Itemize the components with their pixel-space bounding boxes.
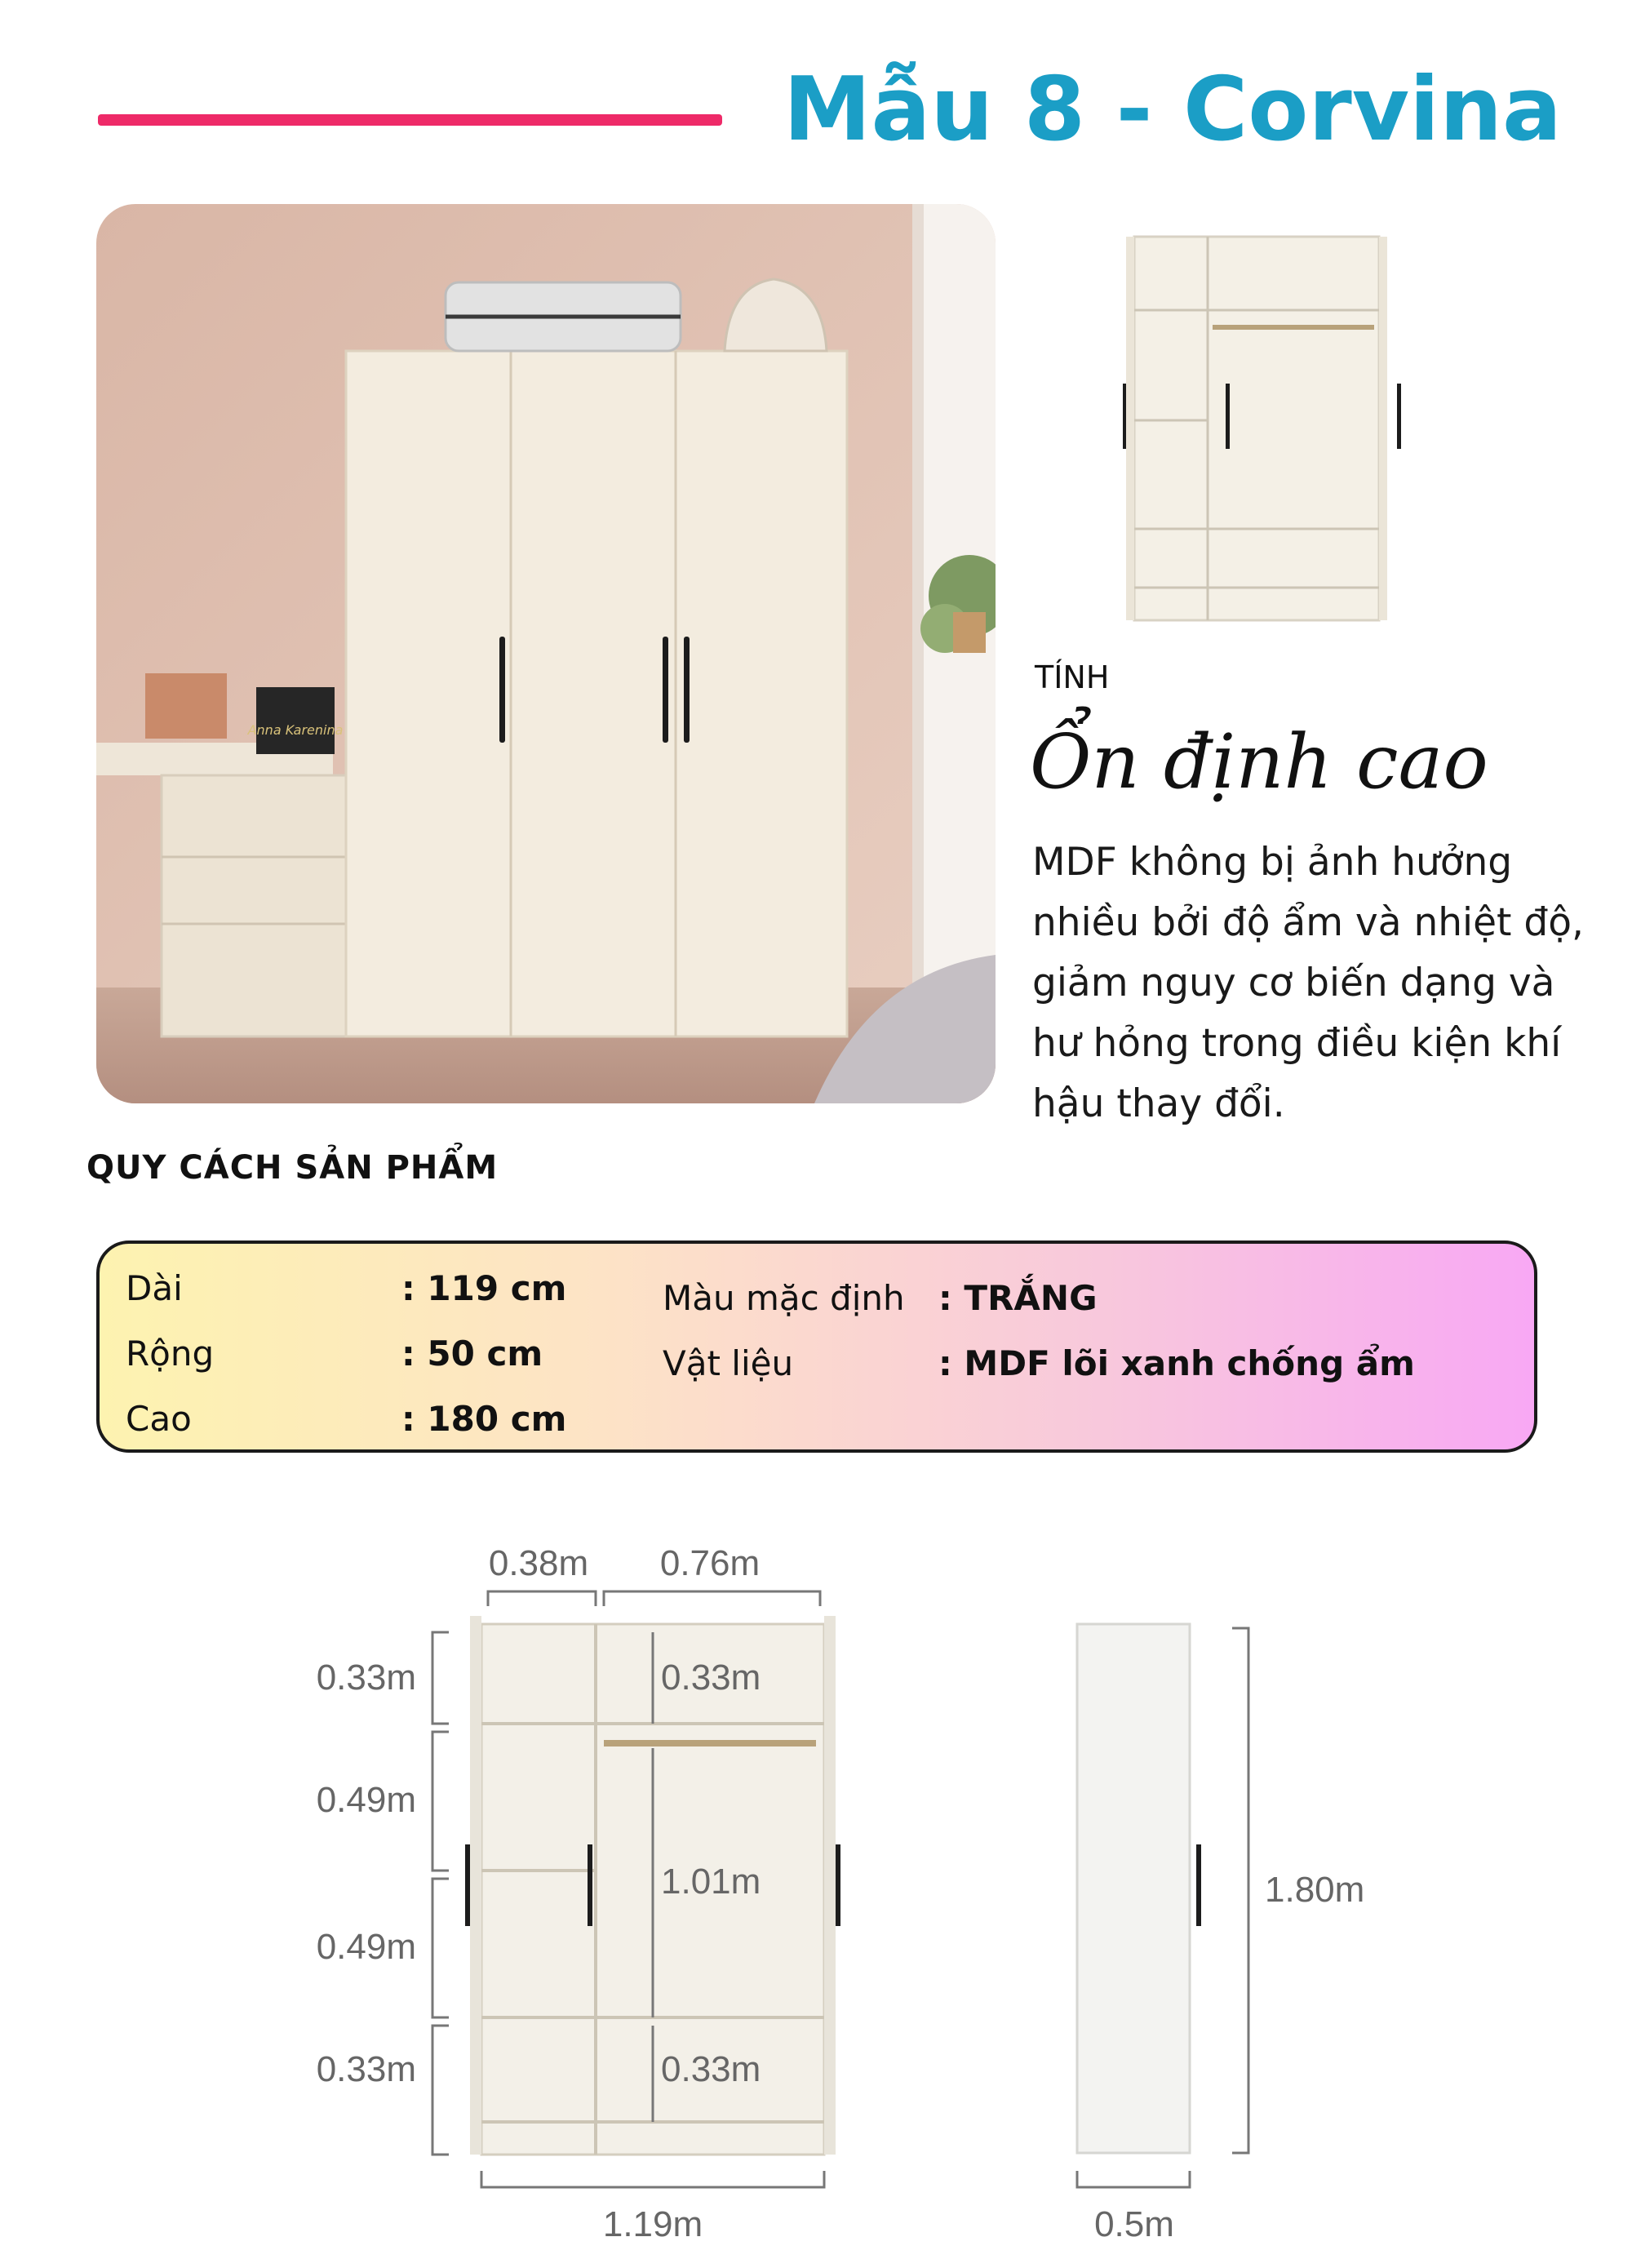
spec-label-height: Cao — [126, 1399, 192, 1439]
dim-top-left-width: 0.38m — [488, 1543, 589, 1583]
dim-left-height-2: 0.49m — [316, 1780, 416, 1820]
dim-left-height-3: 0.49m — [316, 1927, 416, 1967]
spec-value-width: : 50 cm — [401, 1334, 543, 1374]
spec-table — [96, 1241, 1537, 1453]
page-title: Mẫu 8 - Corvina — [783, 59, 1562, 161]
spec-section-title: QUY CÁCH SẢN PHẨM — [86, 1149, 499, 1187]
dimension-diagram — [277, 1518, 1420, 2252]
dim-left-height-4: 0.33m — [316, 2049, 416, 2089]
spec-value-material: : MDF lõi xanh chống ẩm — [938, 1343, 1415, 1383]
spec-label-color: Màu mặc định — [663, 1278, 905, 1318]
feature-label: TÍNH — [1035, 659, 1110, 695]
dim-side-height: 1.80m — [1265, 1870, 1365, 1910]
dim-side-depth: 0.5m — [1094, 2204, 1174, 2244]
title-accent-line — [98, 114, 722, 126]
book-title: Anna Karenina — [247, 722, 344, 738]
feature-title: Ổn định cao — [1030, 718, 1488, 806]
dim-inner-middle: 1.01m — [661, 1862, 761, 1902]
feature-description: MDF không bị ảnh hưởng nhiều bởi độ ẩm và nhiệt độ, giảm nguy cơ biến dạng và hư hỏng trong điều kiện khí hậu thay đổi. — [1032, 840, 1584, 1126]
spec-label-material: Vật liệu — [663, 1343, 794, 1383]
wardrobe-open-thumbnail — [1061, 220, 1428, 637]
bedroom-scene — [96, 204, 996, 1103]
spec-value-color: : TRẮNG — [938, 1278, 1098, 1318]
dim-top-right-width: 0.76m — [659, 1543, 761, 1583]
spec-value-height: : 180 cm — [401, 1399, 567, 1439]
dim-inner-bottom: 0.33m — [661, 2049, 761, 2089]
dim-inner-top: 0.33m — [661, 1658, 761, 1698]
product-photo — [96, 204, 996, 1103]
dim-left-height-1: 0.33m — [316, 1658, 416, 1698]
spec-label-length: Dài — [126, 1268, 183, 1308]
dim-total-width: 1.19m — [602, 2204, 703, 2244]
spec-label-width: Rộng — [126, 1334, 215, 1374]
spec-value-length: : 119 cm — [401, 1268, 567, 1308]
